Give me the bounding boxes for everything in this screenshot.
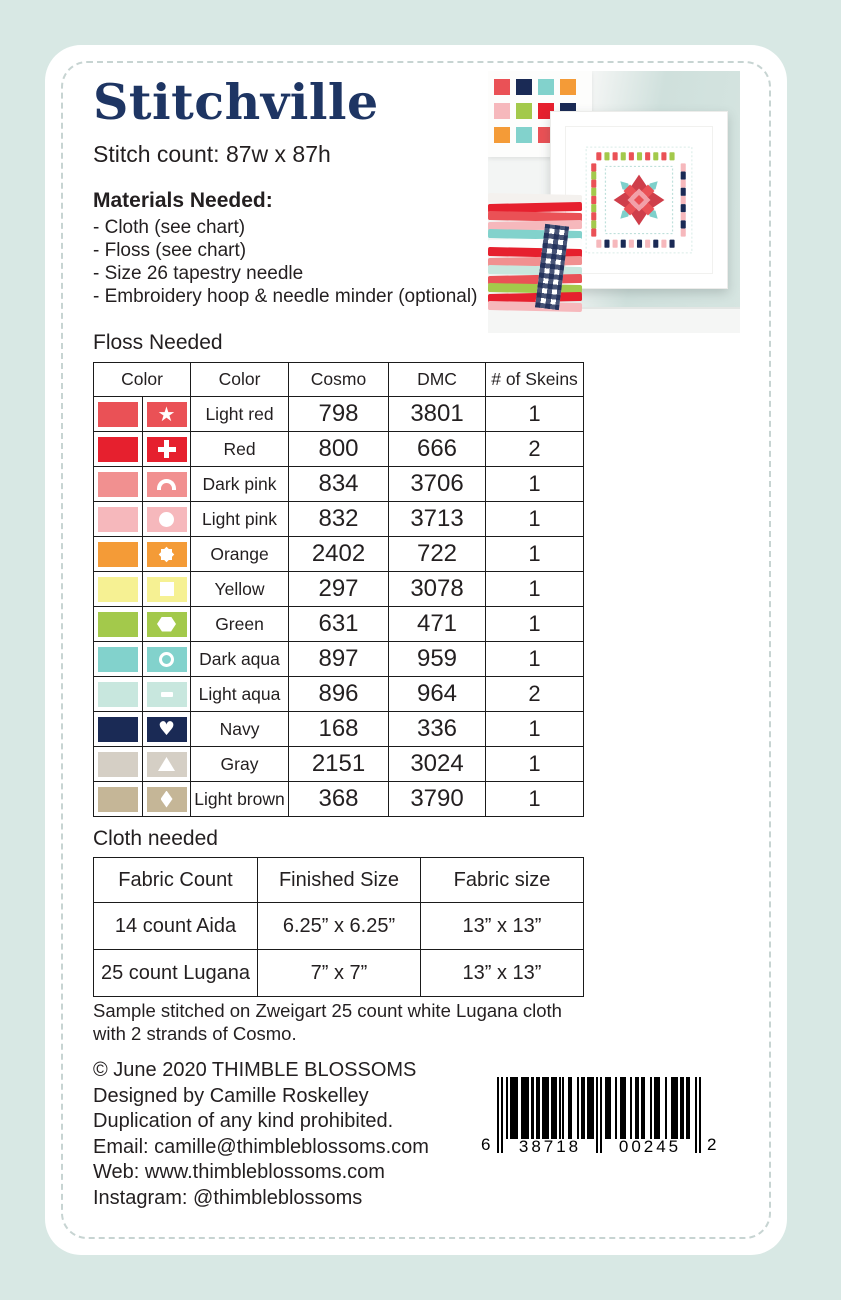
dmc-number: 336 — [389, 712, 486, 747]
skein-count: 1 — [486, 502, 584, 537]
floss-heading: Floss Needed — [93, 331, 223, 354]
cosmo-number: 297 — [289, 572, 389, 607]
cosmo-number: 631 — [289, 607, 389, 642]
color-swatch — [98, 402, 138, 427]
floss-table-row — [94, 502, 584, 537]
instagram-line: Instagram: @thimbleblossoms — [93, 1186, 363, 1209]
floss-table-row — [94, 677, 584, 712]
dmc-number: 666 — [389, 432, 486, 467]
skein-count: 2 — [486, 432, 584, 467]
cloth-table — [93, 857, 584, 997]
color-name: Red — [191, 432, 289, 467]
stitch-symbol-icon — [159, 512, 174, 527]
col-color-swatch: Color — [94, 363, 191, 397]
cloth-header-row — [94, 858, 584, 903]
floss-table — [93, 362, 584, 817]
barcode-digits-group1: 38718 — [518, 1137, 582, 1156]
cosmo-number: 2402 — [289, 537, 389, 572]
floss-header-row — [94, 363, 584, 397]
skein-count: 1 — [486, 537, 584, 572]
color-swatch — [98, 647, 138, 672]
skein-count: 1 — [486, 782, 584, 817]
cosmo-number: 896 — [289, 677, 389, 712]
publisher-info — [93, 1058, 429, 1211]
color-name: Dark pink — [191, 467, 289, 502]
color-name: Light red — [191, 397, 289, 432]
frame-mat — [565, 126, 713, 274]
web-line: Web: www.thimbleblossoms.com — [93, 1161, 385, 1183]
barcode-digits-group2: 00245 — [618, 1137, 682, 1156]
floss-table-row — [94, 397, 584, 432]
stitch-symbol-icon — [157, 479, 176, 490]
stitch-symbol-icon — [161, 692, 173, 697]
dmc-number: 3024 — [389, 747, 486, 782]
color-swatch — [98, 717, 138, 742]
materials-item: - Cloth (see chart) — [93, 217, 246, 238]
materials-item: - Embroidery hoop & needle minder (optional) — [93, 286, 478, 307]
color-swatch — [98, 507, 138, 532]
color-swatch — [98, 752, 138, 777]
sample-note — [93, 999, 562, 1045]
color-name: Light brown — [191, 782, 289, 817]
cosmo-number: 2151 — [289, 747, 389, 782]
designer-line: Designed by Camille Roskelley — [93, 1084, 369, 1107]
floss-table-row — [94, 607, 584, 642]
col-fabric-size: Fabric size — [421, 858, 584, 903]
floss-table-row — [94, 432, 584, 467]
cross-stitch-sampler — [578, 139, 700, 261]
color-swatch — [98, 787, 138, 812]
fabric-count-value: 14 count Aida — [94, 903, 258, 950]
col-dmc: DMC — [389, 363, 486, 397]
fabric-size-value: 13” x 13” — [421, 950, 584, 997]
color-name: Green — [191, 607, 289, 642]
stitch-symbol-icon — [158, 440, 176, 458]
color-swatch — [98, 612, 138, 637]
color-symbol-swatch — [147, 437, 187, 462]
color-symbol-swatch — [147, 682, 187, 707]
color-name: Yellow — [191, 572, 289, 607]
color-name: Orange — [191, 537, 289, 572]
fabric-size-value: 13” x 13” — [421, 903, 584, 950]
email-line: Email: camille@thimbleblossoms.com — [93, 1135, 429, 1158]
stitch-symbol-icon — [157, 617, 176, 632]
color-symbol-swatch — [147, 752, 187, 777]
skein-count: 1 — [486, 467, 584, 502]
cloth-row — [94, 903, 584, 950]
floss-table-row — [94, 537, 584, 572]
barcode-digit-left: 6 — [481, 1135, 491, 1154]
floss-table-row — [94, 572, 584, 607]
sample-photo — [488, 71, 740, 333]
floss-table-row — [94, 712, 584, 747]
color-symbol-swatch — [147, 507, 187, 532]
dmc-number: 3790 — [389, 782, 486, 817]
stitch-symbol-icon: ♥ — [157, 717, 176, 740]
col-color-name: Color — [191, 363, 289, 397]
cloth-row — [94, 950, 584, 997]
sample-note-line: Sample stitched on Zweigart 25 count white Lugana cloth — [93, 1000, 562, 1021]
cosmo-number: 368 — [289, 782, 389, 817]
color-name: Dark aqua — [191, 642, 289, 677]
duplication-line: Duplication of any kind prohibited. — [93, 1110, 394, 1132]
dmc-number: 471 — [389, 607, 486, 642]
materials-item: - Floss (see chart) — [93, 240, 247, 261]
stitch-symbol-icon — [158, 545, 176, 563]
fabric-count-value: 25 count Lugana — [94, 950, 258, 997]
finished-size-value: 7” x 7” — [258, 950, 421, 997]
floss-table-row — [94, 747, 584, 782]
cosmo-number: 798 — [289, 397, 389, 432]
skein-count: 1 — [486, 747, 584, 782]
materials-heading: Materials Needed: — [93, 189, 273, 212]
color-symbol-swatch — [147, 717, 187, 742]
fabric-stack — [488, 194, 582, 311]
color-name: Gray — [191, 747, 289, 782]
skein-count: 1 — [486, 712, 584, 747]
color-symbol-swatch — [147, 402, 187, 427]
materials-section — [93, 189, 477, 308]
color-symbol-swatch — [147, 612, 187, 637]
cosmo-number: 168 — [289, 712, 389, 747]
cloth-heading: Cloth needed — [93, 827, 218, 850]
dmc-number: 3713 — [389, 502, 486, 537]
skein-count: 1 — [486, 642, 584, 677]
cosmo-number: 832 — [289, 502, 389, 537]
stitch-count: Stitch count: 87w x 87h — [93, 141, 331, 167]
dmc-number: 959 — [389, 642, 486, 677]
color-swatch — [98, 542, 138, 567]
stitch-symbol-icon — [159, 652, 174, 667]
materials-item: - Size 26 tapestry needle — [93, 263, 304, 284]
dmc-number: 3706 — [389, 467, 486, 502]
color-swatch — [98, 472, 138, 497]
col-skeins: # of Skeins — [486, 363, 584, 397]
color-swatch — [98, 682, 138, 707]
cosmo-number: 800 — [289, 432, 389, 467]
stitch-symbol-icon — [158, 757, 175, 771]
color-symbol-swatch — [147, 577, 187, 602]
sample-note-line: with 2 strands of Cosmo. — [93, 1023, 297, 1044]
stitch-symbol-icon — [161, 791, 173, 808]
skein-count: 2 — [486, 677, 584, 712]
color-symbol-swatch — [147, 542, 187, 567]
color-swatch — [98, 577, 138, 602]
color-name: Light aqua — [191, 677, 289, 712]
pattern-back-card — [45, 45, 787, 1255]
dmc-number: 3801 — [389, 397, 486, 432]
floss-table-row — [94, 782, 584, 817]
dmc-number: 964 — [389, 677, 486, 712]
color-symbol-swatch — [147, 787, 187, 812]
page-title: Stitchville — [93, 73, 379, 131]
dmc-number: 722 — [389, 537, 486, 572]
col-fabric-count: Fabric Count — [94, 858, 258, 903]
col-cosmo: Cosmo — [289, 363, 389, 397]
copyright-line: © June 2020 THIMBLE BLOSSOMS — [93, 1059, 417, 1081]
col-finished-size: Finished Size — [258, 858, 421, 903]
finished-size-value: 6.25” x 6.25” — [258, 903, 421, 950]
cosmo-number: 834 — [289, 467, 389, 502]
floss-table-row — [94, 642, 584, 677]
color-swatch — [98, 437, 138, 462]
color-symbol-swatch — [147, 647, 187, 672]
stitch-symbol-icon — [160, 582, 174, 596]
cosmo-number: 897 — [289, 642, 389, 677]
barcode-digit-right: 2 — [707, 1135, 717, 1154]
skein-count: 1 — [486, 397, 584, 432]
upc-barcode — [481, 1077, 717, 1177]
stitch-symbol-icon: ★ — [157, 402, 176, 426]
floss-table-row — [94, 467, 584, 502]
color-symbol-swatch — [147, 472, 187, 497]
color-name: Light pink — [191, 502, 289, 537]
color-name: Navy — [191, 712, 289, 747]
skein-count: 1 — [486, 572, 584, 607]
dmc-number: 3078 — [389, 572, 486, 607]
skein-count: 1 — [486, 607, 584, 642]
